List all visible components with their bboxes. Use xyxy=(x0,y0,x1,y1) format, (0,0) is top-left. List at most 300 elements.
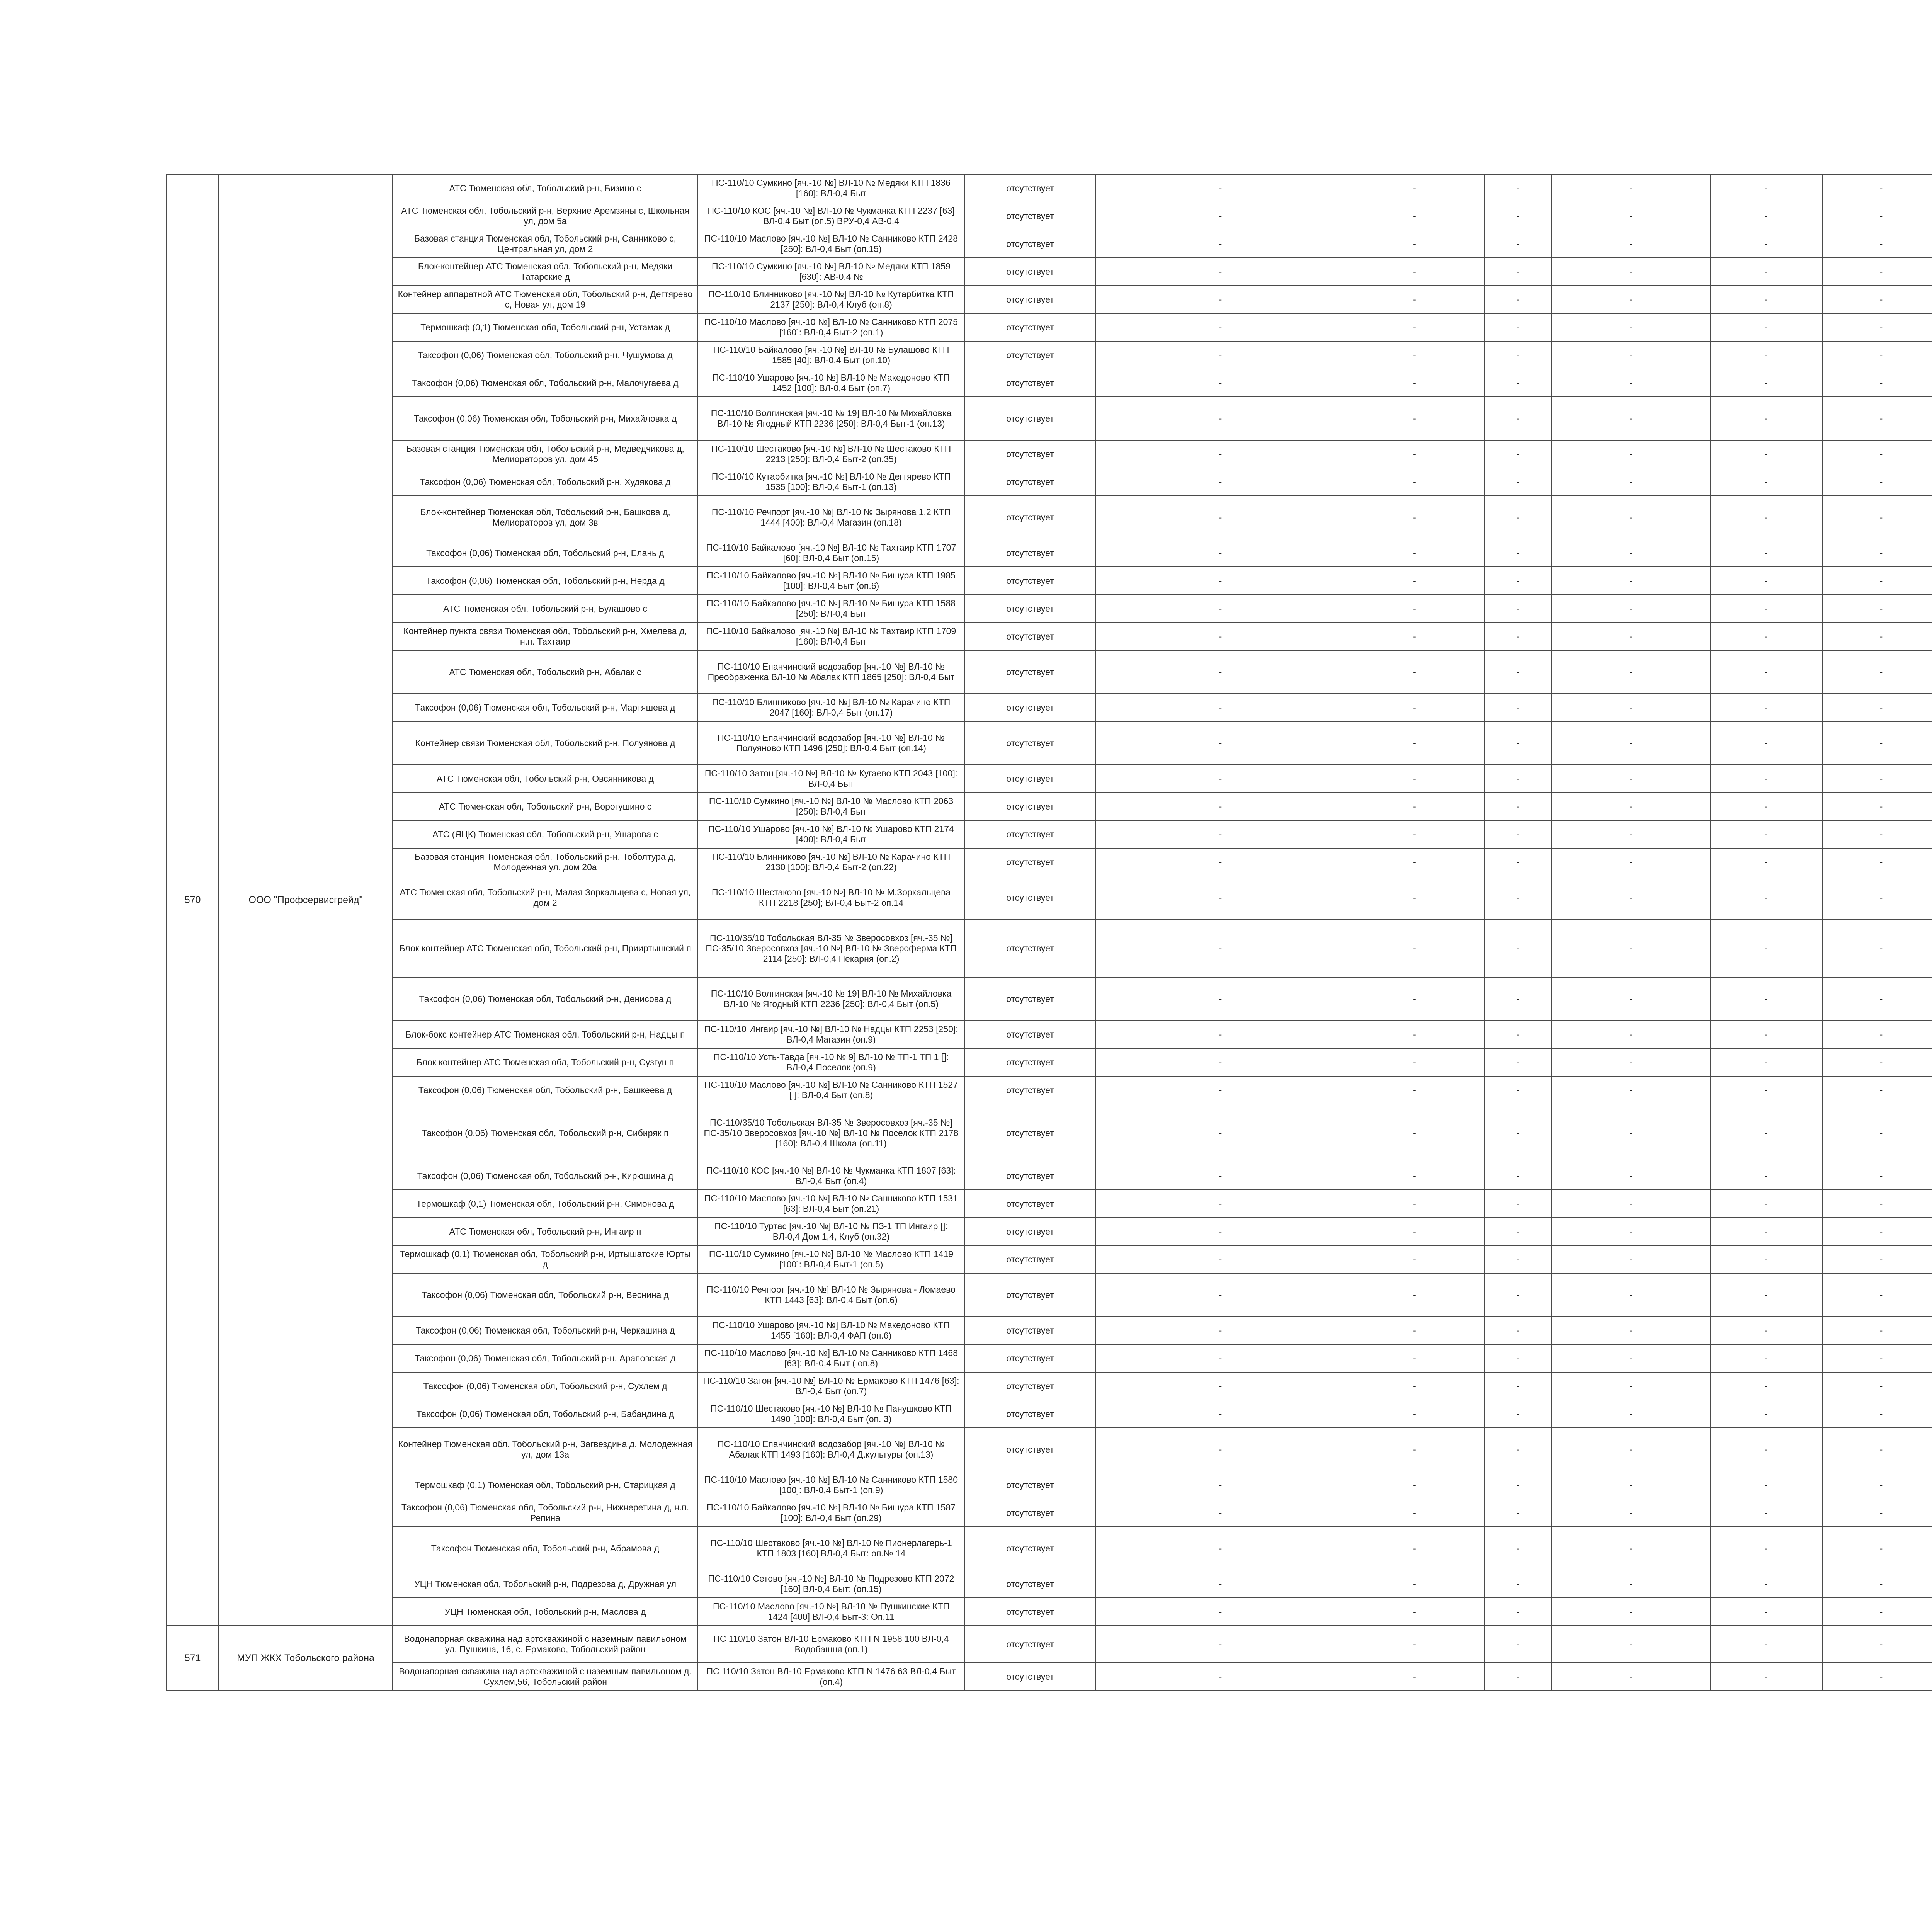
object-cell: АТС Тюменская обл, Тобольский р-н, Овсянникова д xyxy=(393,765,698,793)
connection-cell: ПС-110/10 Маслово [яч.-10 №] ВЛ-10 № Санниково КТП 1531 [63]: ВЛ-0,4 Быт (оп.21) xyxy=(698,1190,964,1218)
dash-cell: - xyxy=(1484,848,1552,876)
dash-cell: - xyxy=(1552,1245,1710,1273)
table-row xyxy=(167,369,1932,397)
table-row xyxy=(167,1162,1932,1190)
object-cell: АТС Тюменская обл, Тобольский р-н, Бизино с xyxy=(393,174,698,202)
connection-cell: ПС-110/10 Кутарбитка [яч.-10 №] ВЛ-10 № Дегтярево КТП 1535 [100]: ВЛ-0,4 Быт-1 (оп.13) xyxy=(698,468,964,496)
dash-cell: - xyxy=(1484,174,1552,202)
dash-cell: - xyxy=(1345,440,1484,468)
dash-cell: - xyxy=(1345,919,1484,977)
connection-cell: ПС-110/10 Волгинская [яч.-10 № 19] ВЛ-10 № Михайловка ВЛ-10 № Ягодный КТП 2236 [250]: ВЛ-0,4 Быт (оп.5) xyxy=(698,977,964,1021)
dash-cell: - xyxy=(1345,313,1484,341)
object-cell: АТС (ЯЦК) Тюменская обл, Тобольский р-н, Ушарова с xyxy=(393,820,698,848)
dash-cell: - xyxy=(1822,1471,1932,1499)
status-cell: отсутствует xyxy=(964,765,1096,793)
object-cell: АТС Тюменская обл, Тобольский р-н, Малая Зоркальцева с, Новая ул, дом 2 xyxy=(393,876,698,919)
dash-cell: - xyxy=(1552,1428,1710,1471)
dash-cell: - xyxy=(1484,313,1552,341)
dash-cell: - xyxy=(1345,650,1484,694)
status-cell: отсутствует xyxy=(964,793,1096,820)
status-cell: отсутствует xyxy=(964,230,1096,258)
dash-cell: - xyxy=(1096,496,1345,539)
table-row xyxy=(167,977,1932,1021)
dash-cell: - xyxy=(1822,1076,1932,1104)
status-cell: отсутствует xyxy=(964,1344,1096,1372)
dash-cell: - xyxy=(1484,468,1552,496)
dash-cell: - xyxy=(1345,1021,1484,1048)
dash-cell: - xyxy=(1822,623,1932,650)
dash-cell: - xyxy=(1096,595,1345,623)
dash-cell: - xyxy=(1484,1104,1552,1162)
dash-cell: - xyxy=(1552,595,1710,623)
dash-cell: - xyxy=(1552,567,1710,595)
status-cell: отсутствует xyxy=(964,468,1096,496)
status-cell: отсутствует xyxy=(964,876,1096,919)
dash-cell: - xyxy=(1484,1048,1552,1076)
dash-cell: - xyxy=(1552,468,1710,496)
status-cell: отсутствует xyxy=(964,919,1096,977)
dash-cell: - xyxy=(1552,202,1710,230)
dash-cell: - xyxy=(1345,1317,1484,1344)
table-row xyxy=(167,202,1932,230)
object-cell: Водонапорная скважина над артскважиной с наземным павильоном ул. Пушкина, 16, с. Ермаково, Тобольский район xyxy=(393,1626,698,1663)
dash-cell: - xyxy=(1710,977,1822,1021)
connection-cell: ПС-110/10 Епанчинский водозабор [яч.-10 №] ВЛ-10 № Преображенка ВЛ-10 № Абалак КТП 1865 [250]: ВЛ-0,4 Быт xyxy=(698,650,964,694)
dash-cell: - xyxy=(1710,595,1822,623)
connection-cell: ПС 110/10 Затон ВЛ-10 Ермаково КТП N 1476 63 ВЛ-0,4 Быт (оп.4) xyxy=(698,1663,964,1691)
dash-cell: - xyxy=(1552,1076,1710,1104)
dash-cell: - xyxy=(1710,369,1822,397)
status-cell: отсутствует xyxy=(964,1245,1096,1273)
status-cell: отсутствует xyxy=(964,1598,1096,1626)
dash-cell: - xyxy=(1096,876,1345,919)
dash-cell: - xyxy=(1710,694,1822,721)
dash-cell: - xyxy=(1096,820,1345,848)
dash-cell: - xyxy=(1822,595,1932,623)
dash-cell: - xyxy=(1710,1499,1822,1527)
dash-cell: - xyxy=(1345,765,1484,793)
object-cell: Таксофон (0,06) Тюменская обл, Тобольский р-н, Башкеева д xyxy=(393,1076,698,1104)
table-row xyxy=(167,1372,1932,1400)
dash-cell: - xyxy=(1710,1428,1822,1471)
dash-cell: - xyxy=(1552,174,1710,202)
dash-cell: - xyxy=(1096,1428,1345,1471)
connection-cell: ПС-110/10 Сумкино [яч.-10 №] ВЛ-10 № Маслово КТП 2063 [250]: ВЛ-0,4 Быт xyxy=(698,793,964,820)
connection-cell: ПС-110/10 Сетово [яч.-10 №] ВЛ-10 № Подрезово КТП 2072 [160] ВЛ-0,4 Быт: (оп.15) xyxy=(698,1570,964,1598)
dash-cell: - xyxy=(1096,650,1345,694)
connection-cell: ПС-110/10 Маслово [яч.-10 №] ВЛ-10 № Санниково КТП 2075 [160]: ВЛ-0,4 Быт-2 (оп.1) xyxy=(698,313,964,341)
status-cell: отсутствует xyxy=(964,202,1096,230)
dash-cell: - xyxy=(1710,1626,1822,1663)
dash-cell: - xyxy=(1822,1663,1932,1691)
dash-cell: - xyxy=(1345,496,1484,539)
status-cell: отсутствует xyxy=(964,1076,1096,1104)
dash-cell: - xyxy=(1710,1190,1822,1218)
dash-cell: - xyxy=(1345,230,1484,258)
organization-name: ООО "Профсервисгрейд" xyxy=(219,174,393,1626)
dash-cell: - xyxy=(1710,820,1822,848)
dash-cell: - xyxy=(1710,765,1822,793)
connection-cell: ПС-110/10 Затон [яч.-10 №] ВЛ-10 № Ермаково КТП 1476 [63]: ВЛ-0,4 Быт (оп.7) xyxy=(698,1372,964,1400)
dash-cell: - xyxy=(1096,1021,1345,1048)
dash-cell: - xyxy=(1822,1162,1932,1190)
object-cell: Таксофон (0,06) Тюменская обл, Тобольский р-н, Малочугаева д xyxy=(393,369,698,397)
object-cell: Таксофон (0,06) Тюменская обл, Тобольский р-н, Мартяшева д xyxy=(393,694,698,721)
dash-cell: - xyxy=(1096,694,1345,721)
dash-cell: - xyxy=(1710,1218,1822,1245)
status-cell: отсутствует xyxy=(964,286,1096,313)
dash-cell: - xyxy=(1710,397,1822,440)
dash-cell: - xyxy=(1345,1663,1484,1691)
dash-cell: - xyxy=(1710,230,1822,258)
dash-cell: - xyxy=(1096,1400,1345,1428)
dash-cell: - xyxy=(1822,1344,1932,1372)
dash-cell: - xyxy=(1096,1570,1345,1598)
dash-cell: - xyxy=(1822,397,1932,440)
object-cell: Таксофон (0,06) Тюменская обл, Тобольский р-н, Сибиряк п xyxy=(393,1104,698,1162)
dash-cell: - xyxy=(1822,876,1932,919)
table-row xyxy=(167,468,1932,496)
dash-cell: - xyxy=(1096,793,1345,820)
dash-cell: - xyxy=(1552,848,1710,876)
dash-cell: - xyxy=(1822,919,1932,977)
dash-cell: - xyxy=(1552,1598,1710,1626)
connection-cell: ПС-110/10 Ингаир [яч.-10 №] ВЛ-10 № Надцы КТП 2253 [250]: ВЛ-0,4 Магазин (оп.9) xyxy=(698,1021,964,1048)
dash-cell: - xyxy=(1710,468,1822,496)
dash-cell: - xyxy=(1710,876,1822,919)
dash-cell: - xyxy=(1552,1048,1710,1076)
dash-cell: - xyxy=(1096,1048,1345,1076)
dash-cell: - xyxy=(1345,1344,1484,1372)
dash-cell: - xyxy=(1345,1076,1484,1104)
dash-cell: - xyxy=(1096,1663,1345,1691)
dash-cell: - xyxy=(1096,623,1345,650)
connection-cell: ПС-110/10 Волгинская [яч.-10 № 19] ВЛ-10 № Михайловка ВЛ-10 № Ягодный КТП 2236 [250]: ВЛ-0,4 Быт-1 (оп.13) xyxy=(698,397,964,440)
dash-cell: - xyxy=(1822,1598,1932,1626)
dash-cell: - xyxy=(1484,650,1552,694)
status-cell: отсутствует xyxy=(964,1428,1096,1471)
dash-cell: - xyxy=(1822,369,1932,397)
dash-cell: - xyxy=(1096,341,1345,369)
connection-cell: ПС-110/10 Маслово [яч.-10 №] ВЛ-10 № Пушкинские КТП 1424 [400] ВЛ-0,4 Быт-3: Оп.11 xyxy=(698,1598,964,1626)
object-cell: Блок-контейнер Тюменская обл, Тобольский р-н, Башкова д, Мелиораторов ул, дом 3в xyxy=(393,496,698,539)
dash-cell: - xyxy=(1484,595,1552,623)
dash-cell: - xyxy=(1552,1626,1710,1663)
dash-cell: - xyxy=(1822,694,1932,721)
status-cell: отсутствует xyxy=(964,1273,1096,1317)
dash-cell: - xyxy=(1710,919,1822,977)
object-cell: Блок контейнер АТС Тюменская обл, Тобольский р-н, Прииртышский п xyxy=(393,919,698,977)
table-row xyxy=(167,848,1932,876)
table-row xyxy=(167,440,1932,468)
object-cell: Таксофон (0,06) Тюменская обл, Тобольский р-н, Елань д xyxy=(393,539,698,567)
dash-cell: - xyxy=(1096,1626,1345,1663)
dash-cell: - xyxy=(1345,539,1484,567)
dash-cell: - xyxy=(1552,313,1710,341)
dash-cell: - xyxy=(1822,230,1932,258)
dash-cell: - xyxy=(1096,440,1345,468)
table-row xyxy=(167,1218,1932,1245)
dash-cell: - xyxy=(1552,539,1710,567)
dash-cell: - xyxy=(1710,539,1822,567)
dash-cell: - xyxy=(1096,1245,1345,1273)
dash-cell: - xyxy=(1345,1471,1484,1499)
object-cell: Таксофон (0,06) Тюменская обл, Тобольский р-н, Михайловка д xyxy=(393,397,698,440)
dash-cell: - xyxy=(1345,1527,1484,1570)
connection-cell: ПС-110/10 Блинниково [яч.-10 №] ВЛ-10 № Карачино КТП 2130 [100]: ВЛ-0,4 Быт-2 (оп.22) xyxy=(698,848,964,876)
dash-cell: - xyxy=(1345,623,1484,650)
dash-cell: - xyxy=(1096,313,1345,341)
dash-cell: - xyxy=(1096,1162,1345,1190)
status-cell: отсутствует xyxy=(964,1570,1096,1598)
table-row xyxy=(167,1499,1932,1527)
object-cell: УЦН Тюменская обл, Тобольский р-н, Маслова д xyxy=(393,1598,698,1626)
dash-cell: - xyxy=(1096,1598,1345,1626)
table-row xyxy=(167,1344,1932,1372)
dash-cell: - xyxy=(1345,369,1484,397)
table-row xyxy=(167,595,1932,623)
dash-cell: - xyxy=(1484,440,1552,468)
dash-cell: - xyxy=(1345,1104,1484,1162)
dash-cell: - xyxy=(1710,440,1822,468)
table-row xyxy=(167,1273,1932,1317)
dash-cell: - xyxy=(1484,1317,1552,1344)
dash-cell: - xyxy=(1552,258,1710,286)
connection-cell: ПС-110/10 Речпорт [яч.-10 №] ВЛ-10 № Зырянова - Ломаево КТП 1443 [63]: ВЛ-0,4 Быт (оп.6) xyxy=(698,1273,964,1317)
status-cell: отсутствует xyxy=(964,721,1096,765)
dash-cell: - xyxy=(1710,793,1822,820)
dash-cell: - xyxy=(1096,977,1345,1021)
dash-cell: - xyxy=(1552,977,1710,1021)
object-cell: Блок контейнер АТС Тюменская обл, Тобольский р-н, Сузгун п xyxy=(393,1048,698,1076)
dash-cell: - xyxy=(1822,202,1932,230)
dash-cell: - xyxy=(1484,1428,1552,1471)
connection-cell: ПС-110/10 Шестаково [яч.-10 №] ВЛ-10 № Пионерлагерь-1 КТП 1803 [160] ВЛ-0,4 Быт: оп.№ 14 xyxy=(698,1527,964,1570)
dash-cell: - xyxy=(1552,919,1710,977)
dash-cell: - xyxy=(1345,876,1484,919)
object-cell: УЦН Тюменская обл, Тобольский р-н, Подрезова д, Дружная ул xyxy=(393,1570,698,1598)
dash-cell: - xyxy=(1484,258,1552,286)
table-row xyxy=(167,1021,1932,1048)
object-cell: Таксофон (0,06) Тюменская обл, Тобольский р-н, Бабандина д xyxy=(393,1400,698,1428)
dash-cell: - xyxy=(1822,496,1932,539)
table-row xyxy=(167,1076,1932,1104)
dash-cell: - xyxy=(1484,919,1552,977)
table-row xyxy=(167,1428,1932,1471)
status-cell: отсутствует xyxy=(964,1372,1096,1400)
status-cell: отсутствует xyxy=(964,1021,1096,1048)
connection-cell: ПС-110/10 Байкалово [яч.-10 №] ВЛ-10 № Булашово КТП 1585 [40]: ВЛ-0,4 Быт (оп.10) xyxy=(698,341,964,369)
table-row xyxy=(167,174,1932,202)
dash-cell: - xyxy=(1345,1048,1484,1076)
status-cell: отсутствует xyxy=(964,341,1096,369)
dash-cell: - xyxy=(1552,721,1710,765)
dash-cell: - xyxy=(1484,1076,1552,1104)
status-cell: отсутствует xyxy=(964,539,1096,567)
dash-cell: - xyxy=(1552,650,1710,694)
dash-cell: - xyxy=(1345,1245,1484,1273)
dash-cell: - xyxy=(1552,496,1710,539)
object-cell: АТС Тюменская обл, Тобольский р-н, Абалак с xyxy=(393,650,698,694)
table-row xyxy=(167,623,1932,650)
connection-cell: ПС-110/10 Епанчинский водозабор [яч.-10 №] ВЛ-10 № Полуяново КТП 1496 [250]: ВЛ-0,4 Быт (оп.14) xyxy=(698,721,964,765)
dash-cell: - xyxy=(1484,721,1552,765)
connection-cell: ПС-110/10 Байкалово [яч.-10 №] ВЛ-10 № Бишура КТП 1985 [100]: ВЛ-0,4 Быт (оп.6) xyxy=(698,567,964,595)
dash-cell: - xyxy=(1822,341,1932,369)
dash-cell: - xyxy=(1710,650,1822,694)
table-row xyxy=(167,1317,1932,1344)
connection-cell: ПС-110/10 Сумкино [яч.-10 №] ВЛ-10 № Медяки КТП 1859 [630]: АВ-0,4 № xyxy=(698,258,964,286)
dash-cell: - xyxy=(1345,1218,1484,1245)
dash-cell: - xyxy=(1484,694,1552,721)
dash-cell: - xyxy=(1484,1626,1552,1663)
status-cell: отсутствует xyxy=(964,848,1096,876)
dash-cell: - xyxy=(1710,1162,1822,1190)
connection-cell: ПС-110/10 Блинниково [яч.-10 №] ВЛ-10 № Карачино КТП 2047 [160]: ВЛ-0,4 Быт (оп.17) xyxy=(698,694,964,721)
dash-cell: - xyxy=(1484,977,1552,1021)
dash-cell: - xyxy=(1552,1104,1710,1162)
dash-cell: - xyxy=(1096,1218,1345,1245)
table-row xyxy=(167,496,1932,539)
dash-cell: - xyxy=(1822,650,1932,694)
status-cell: отсутствует xyxy=(964,1471,1096,1499)
connection-cell: ПС-110/10 Сумкино [яч.-10 №] ВЛ-10 № Медяки КТП 1836 [160]: ВЛ-0,4 Быт xyxy=(698,174,964,202)
table-row xyxy=(167,919,1932,977)
dash-cell: - xyxy=(1096,1076,1345,1104)
dash-cell: - xyxy=(1096,258,1345,286)
group-number: 570 xyxy=(167,174,219,1626)
connection-cell: ПС-110/10 Сумкино [яч.-10 №] ВЛ-10 № Маслово КТП 1419 [100]: ВЛ-0,4 Быт-1 (оп.5) xyxy=(698,1245,964,1273)
connection-cell: ПС-110/10 Блинниково [яч.-10 №] ВЛ-10 № Кутарбитка КТП 2137 [250]: ВЛ-0,4 Клуб (оп.8) xyxy=(698,286,964,313)
dash-cell: - xyxy=(1710,202,1822,230)
dash-cell: - xyxy=(1096,1104,1345,1162)
dash-cell: - xyxy=(1822,258,1932,286)
data-table xyxy=(166,174,1932,1691)
dash-cell: - xyxy=(1345,258,1484,286)
object-cell: Блок-бокс контейнер АТС Тюменская обл, Тобольский р-н, Надцы п xyxy=(393,1021,698,1048)
table-row xyxy=(167,1400,1932,1428)
dash-cell: - xyxy=(1822,1245,1932,1273)
dash-cell: - xyxy=(1552,1162,1710,1190)
table-row xyxy=(167,1626,1932,1663)
table-row xyxy=(167,567,1932,595)
object-cell: Водонапорная скважина над артскважиной с наземным павильоном д. Сухлем,56, Тобольский район xyxy=(393,1663,698,1691)
dash-cell: - xyxy=(1822,174,1932,202)
dash-cell: - xyxy=(1710,496,1822,539)
dash-cell: - xyxy=(1822,1273,1932,1317)
connection-cell: ПС-110/10 Усть-Тавда [яч.-10 № 9] ВЛ-10 № ТП-1 ТП 1 []: ВЛ-0,4 Поселок (оп.9) xyxy=(698,1048,964,1076)
dash-cell: - xyxy=(1345,567,1484,595)
dash-cell: - xyxy=(1096,539,1345,567)
table-row xyxy=(167,286,1932,313)
dash-cell: - xyxy=(1822,1372,1932,1400)
status-cell: отсутствует xyxy=(964,820,1096,848)
dash-cell: - xyxy=(1345,977,1484,1021)
table-row xyxy=(167,793,1932,820)
dash-cell: - xyxy=(1822,1218,1932,1245)
dash-cell: - xyxy=(1552,286,1710,313)
dash-cell: - xyxy=(1484,1499,1552,1527)
dash-cell: - xyxy=(1822,820,1932,848)
dash-cell: - xyxy=(1096,848,1345,876)
object-cell: Таксофон (0,06) Тюменская обл, Тобольский р-н, Нижнеретина д, н.п. Репина xyxy=(393,1499,698,1527)
status-cell: отсутствует xyxy=(964,174,1096,202)
dash-cell: - xyxy=(1096,721,1345,765)
object-cell: Таксофон (0,06) Тюменская обл, Тобольский р-н, Кирюшина д xyxy=(393,1162,698,1190)
dash-cell: - xyxy=(1484,539,1552,567)
dash-cell: - xyxy=(1096,1372,1345,1400)
object-cell: Таксофон Тюменская обл, Тобольский р-н, Абрамова д xyxy=(393,1527,698,1570)
dash-cell: - xyxy=(1710,1273,1822,1317)
dash-cell: - xyxy=(1345,820,1484,848)
connection-cell: ПС-110/10 Маслово [яч.-10 №] ВЛ-10 № Санниково КТП 1468 [63]: ВЛ-0,4 Быт ( оп.8) xyxy=(698,1344,964,1372)
dash-cell: - xyxy=(1484,1663,1552,1691)
dash-cell: - xyxy=(1822,721,1932,765)
table-row xyxy=(167,721,1932,765)
object-cell: Контейнер Тюменская обл, Тобольский р-н, Загвездина д, Молодежная ул, дом 13а xyxy=(393,1428,698,1471)
dash-cell: - xyxy=(1710,1527,1822,1570)
status-cell: отсутствует xyxy=(964,258,1096,286)
dash-cell: - xyxy=(1822,1048,1932,1076)
dash-cell: - xyxy=(1822,286,1932,313)
dash-cell: - xyxy=(1345,1372,1484,1400)
dash-cell: - xyxy=(1484,1598,1552,1626)
dash-cell: - xyxy=(1096,919,1345,977)
dash-cell: - xyxy=(1552,793,1710,820)
dash-cell: - xyxy=(1345,341,1484,369)
dash-cell: - xyxy=(1484,202,1552,230)
status-cell: отсутствует xyxy=(964,1527,1096,1570)
connection-cell: ПС-110/10 Речпорт [яч.-10 №] ВЛ-10 № Зырянова 1,2 КТП 1444 [400]: ВЛ-0,4 Магазин (оп.18) xyxy=(698,496,964,539)
dash-cell: - xyxy=(1710,1344,1822,1372)
dash-cell: - xyxy=(1345,793,1484,820)
object-cell: Контейнер аппаратной АТС Тюменская обл, Тобольский р-н, Дегтярево с, Новая ул, дом 19 xyxy=(393,286,698,313)
dash-cell: - xyxy=(1822,1400,1932,1428)
connection-cell: ПС-110/10 Шестаково [яч.-10 №] ВЛ-10 № Панушково КТП 1490 [100]: ВЛ-0,4 Быт (оп. 3) xyxy=(698,1400,964,1428)
dash-cell: - xyxy=(1710,1400,1822,1428)
dash-cell: - xyxy=(1710,1021,1822,1048)
connection-cell: ПС-110/10 Байкалово [яч.-10 №] ВЛ-10 № Бишура КТП 1588 [250]: ВЛ-0,4 Быт xyxy=(698,595,964,623)
dash-cell: - xyxy=(1552,369,1710,397)
dash-cell: - xyxy=(1552,1317,1710,1344)
dash-cell: - xyxy=(1345,286,1484,313)
dash-cell: - xyxy=(1552,1273,1710,1317)
table-row xyxy=(167,258,1932,286)
dash-cell: - xyxy=(1552,440,1710,468)
object-cell: Термошкаф (0,1) Тюменская обл, Тобольский р-н, Старицкая д xyxy=(393,1471,698,1499)
dash-cell: - xyxy=(1484,1021,1552,1048)
dash-cell: - xyxy=(1822,1499,1932,1527)
dash-cell: - xyxy=(1822,765,1932,793)
dash-cell: - xyxy=(1710,174,1822,202)
dash-cell: - xyxy=(1484,876,1552,919)
dash-cell: - xyxy=(1710,623,1822,650)
table-row xyxy=(167,694,1932,721)
dash-cell: - xyxy=(1096,1499,1345,1527)
dash-cell: - xyxy=(1484,1344,1552,1372)
dash-cell: - xyxy=(1096,1190,1345,1218)
dash-cell: - xyxy=(1822,1104,1932,1162)
group-number: 571 xyxy=(167,1626,219,1691)
dash-cell: - xyxy=(1710,1048,1822,1076)
status-cell: отсутствует xyxy=(964,1104,1096,1162)
dash-cell: - xyxy=(1484,496,1552,539)
object-cell: Термошкаф (0,1) Тюменская обл, Тобольский р-н, Устамак д xyxy=(393,313,698,341)
status-cell: отсутствует xyxy=(964,977,1096,1021)
dash-cell: - xyxy=(1552,623,1710,650)
connection-cell: ПС-110/10 КОС [яч.-10 №] ВЛ-10 № Чукманка КТП 1807 [63]: ВЛ-0,4 Быт (оп.4) xyxy=(698,1162,964,1190)
dash-cell: - xyxy=(1822,1570,1932,1598)
